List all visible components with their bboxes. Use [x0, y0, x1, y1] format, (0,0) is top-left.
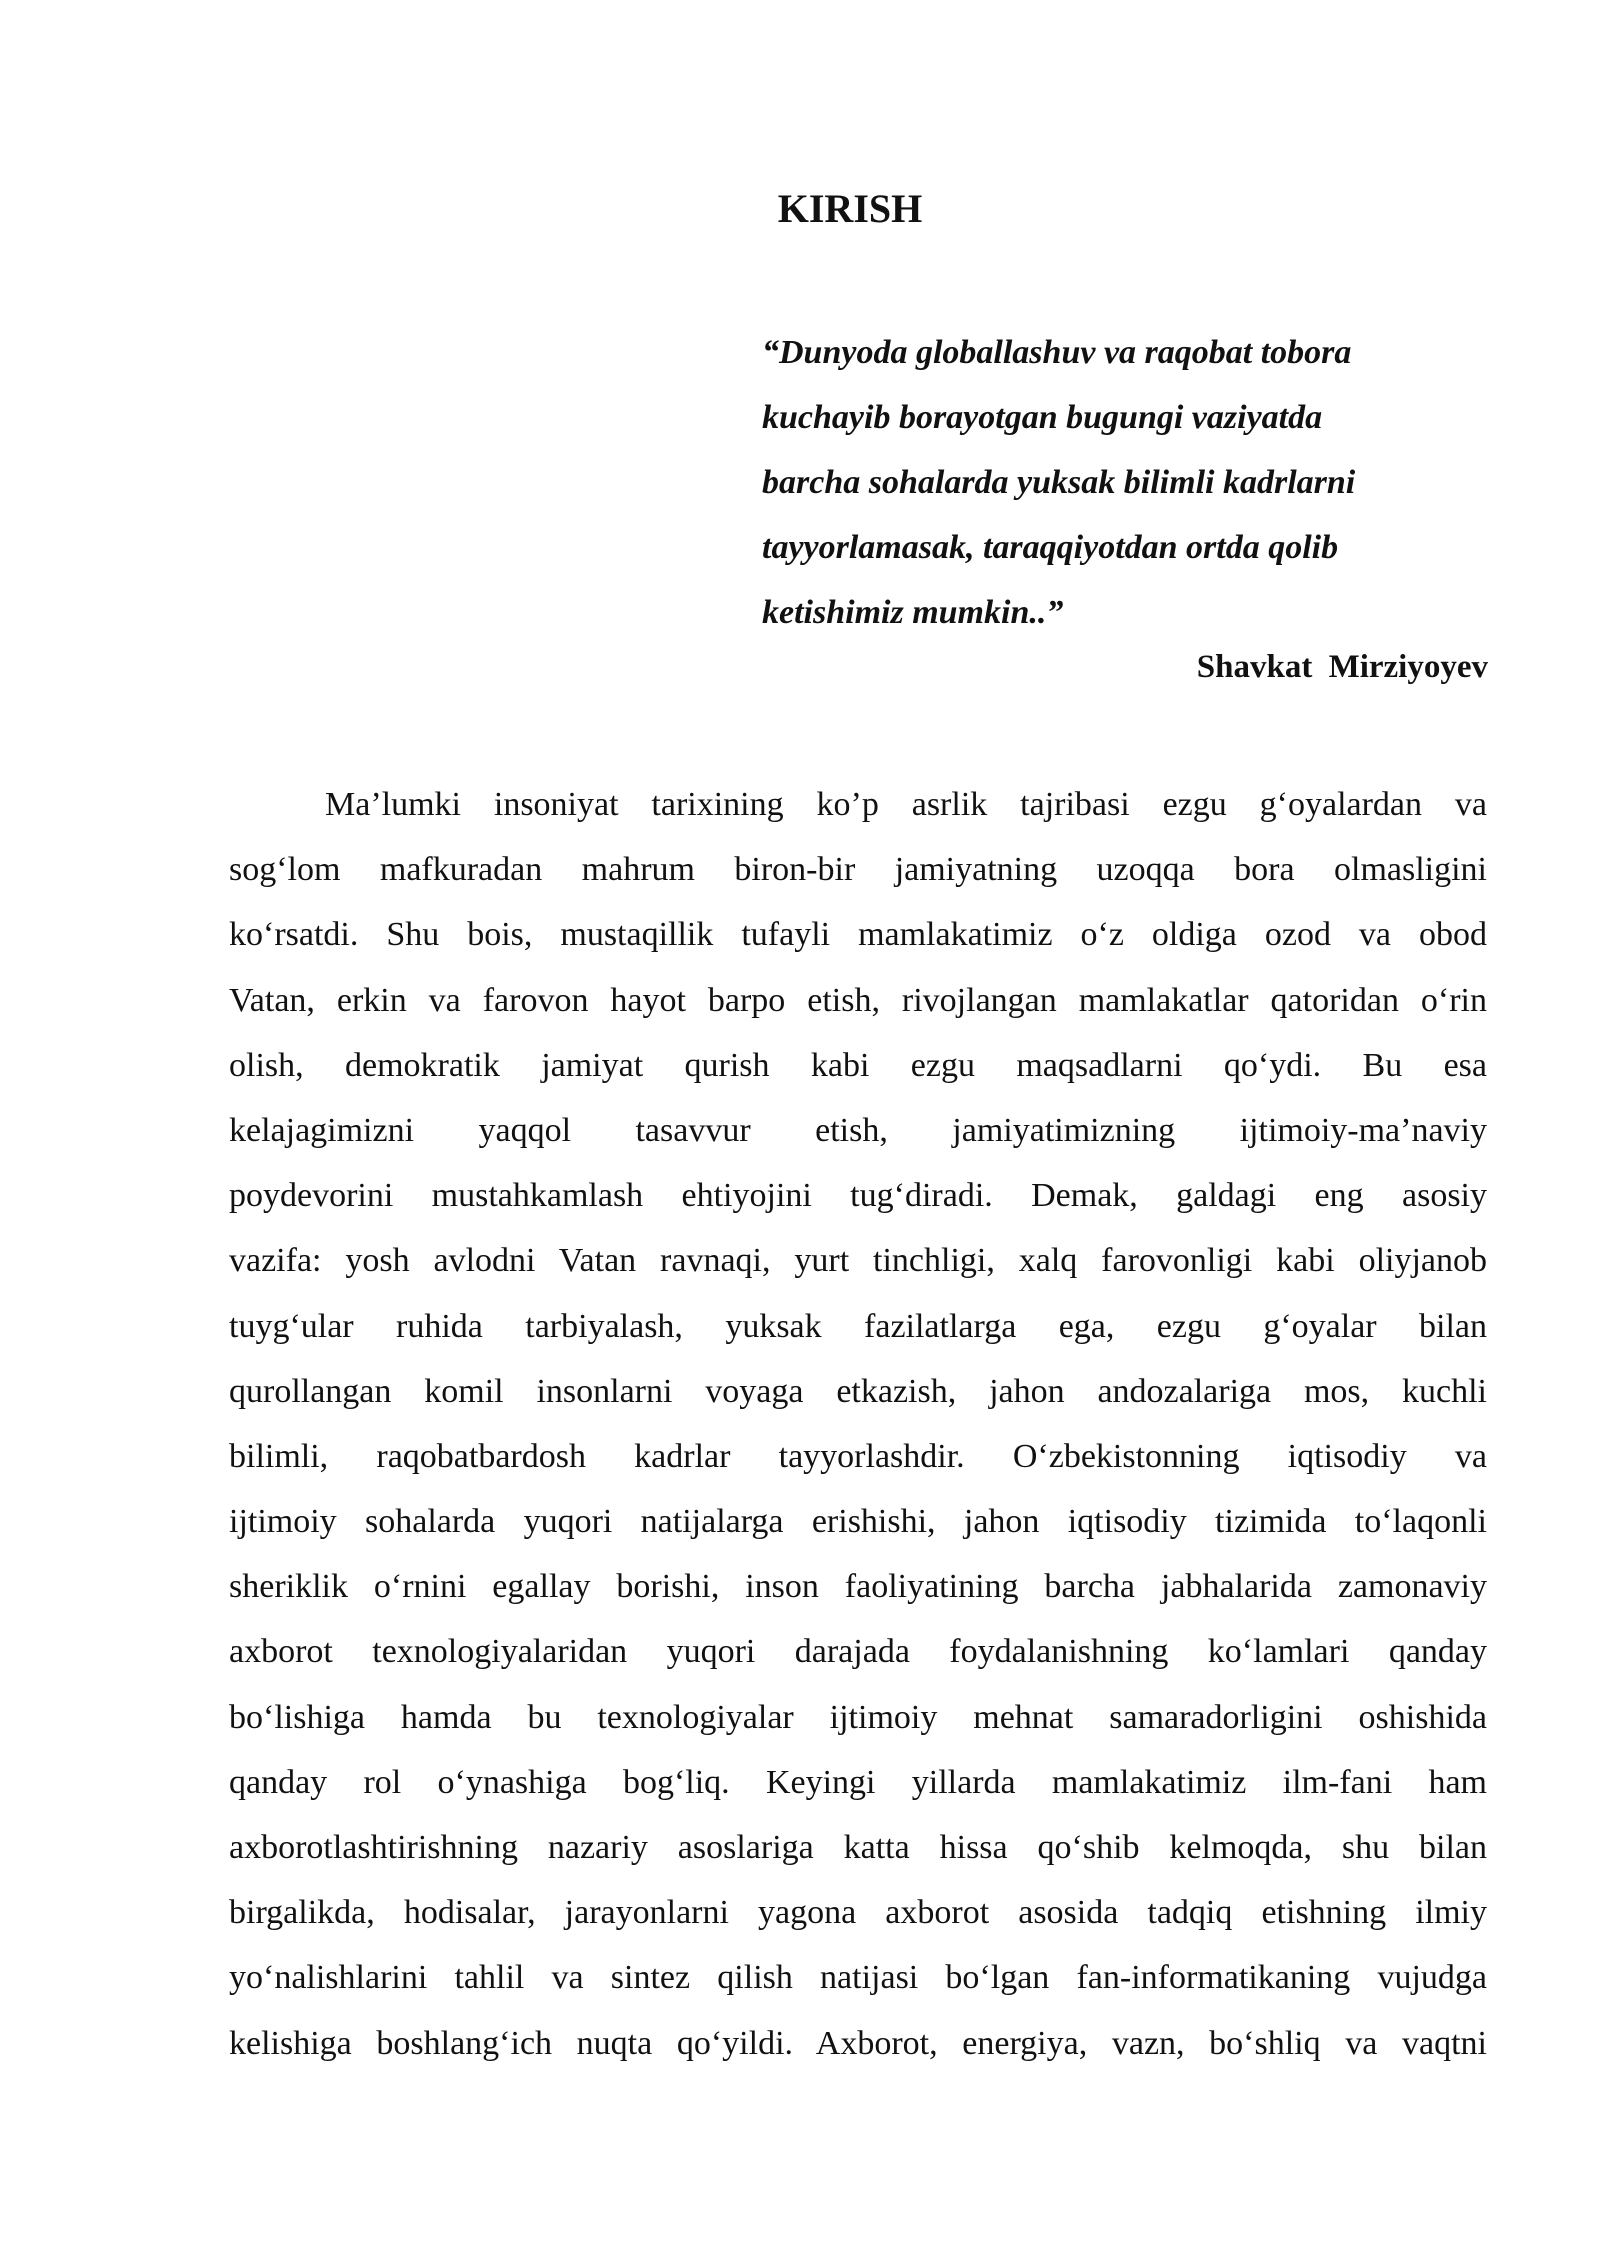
paragraph-line: vazifa: yosh avlodni Vatan ravnaqi, yurt tinchligi, xalq farovonligi kabi oliyjanob [229, 1242, 1487, 1280]
paragraph-line: qurollangan komil insonlarni voyaga etkazish, jahon andozalariga mos, kuchli [229, 1372, 1487, 1410]
paragraph-line: olish, demokratik jamiyat qurish kabi ezgu maqsadlarni qo‘ydi. Bu esa [229, 1046, 1487, 1084]
paragraph-line: ko‘rsatdi. Shu bois, mustaqillik tufayli mamlakatimiz o‘z oldiga ozod va obod [229, 916, 1487, 954]
epigraph-quote [762, 320, 1482, 645]
paragraph-line: Vatan, erkin va farovon hayot barpo etish, rivojlangan mamlakatlar qatoridan o‘rin [229, 981, 1487, 1019]
paragraph-line: axborotlashtirishning nazariy asoslariga katta hissa qo‘shib kelmoqda, shu bilan [229, 1829, 1487, 1866]
paragraph-line: sog‘lom mafkuradan mahrum biron-bir jamiyatning uzoqqa bora olmasligini [229, 851, 1487, 889]
body-paragraph [229, 772, 1487, 2076]
paragraph-line: tuyg‘ular ruhida tarbiyalash, yuksak fazilatlarga ega, ezgu g‘oyalar bilan [229, 1307, 1487, 1345]
paragraph-line: ijtimoiy sohalarda yuqori natijalarga erishishi, jahon iqtisodiy tizimida to‘laqonli [229, 1503, 1487, 1541]
epigraph-line: barcha sohalarda yuksak bilimli kadrlarni [762, 464, 1356, 501]
paragraph-line: bo‘lishiga hamda bu texnologiyalar ijtimoiy mehnat samaradorligini oshishida [229, 1698, 1487, 1736]
epigraph-line: kuchayib borayotgan bugungi vaziyatda [762, 399, 1323, 436]
paragraph-line: yo‘nalishlarini tahlil va sintez qilish natijasi bo‘lgan fan-informatikaning vujudga [229, 1959, 1487, 1997]
page-title: KIRISH [777, 186, 923, 231]
paragraph-line: kelishiga boshlang‘ich nuqta qo‘yildi. Axborot, energiya, vazn, bo‘shliq va vaqtni [229, 2024, 1487, 2062]
paragraph-line: birgalikda, hodisalar, jarayonlarni yagona axborot asosida tadqiq etishning ilmiy [229, 1894, 1487, 1932]
epigraph-author: Shavkat Mirziyoyev [1196, 649, 1488, 685]
paragraph-line: kelajagimizni yaqqol tasavvur etish, jamiyatimizning ijtimoiy-ma’naviy [229, 1111, 1487, 1149]
paragraph-line: qanday rol o‘ynashiga bog‘liq. Keyingi yillarda mamlakatimiz ilm-fani ham [229, 1763, 1487, 1801]
paragraph-line: axborot texnologiyalaridan yuqori darajada foydalanishning ko‘lamlari qanday [229, 1633, 1487, 1671]
epigraph-line: ketishimiz mumkin..” [762, 594, 1064, 631]
paragraph-line: Ma’lumki insoniyat tarixining ko’p asrlik tajribasi ezgu g‘oyalardan va [325, 786, 1487, 823]
epigraph-line: tayyorlamasak, taraqqiyotdan ortda qolib [762, 529, 1339, 566]
paragraph-line: bilimli, raqobatbardosh kadrlar tayyorlashdir. O‘zbekistonning iqtisodiy va [229, 1437, 1487, 1475]
paragraph-line: sheriklik o‘rnini egallay borishi, inson faoliyatining barcha jabhalarida zamonaviy [229, 1568, 1487, 1606]
paragraph-line: poydevorini mustahkamlash ehtiyojini tug‘diradi. Demak, galdagi eng asosiy [229, 1177, 1487, 1215]
epigraph-line: “Dunyoda globallashuv va raqobat tobora [762, 334, 1352, 371]
